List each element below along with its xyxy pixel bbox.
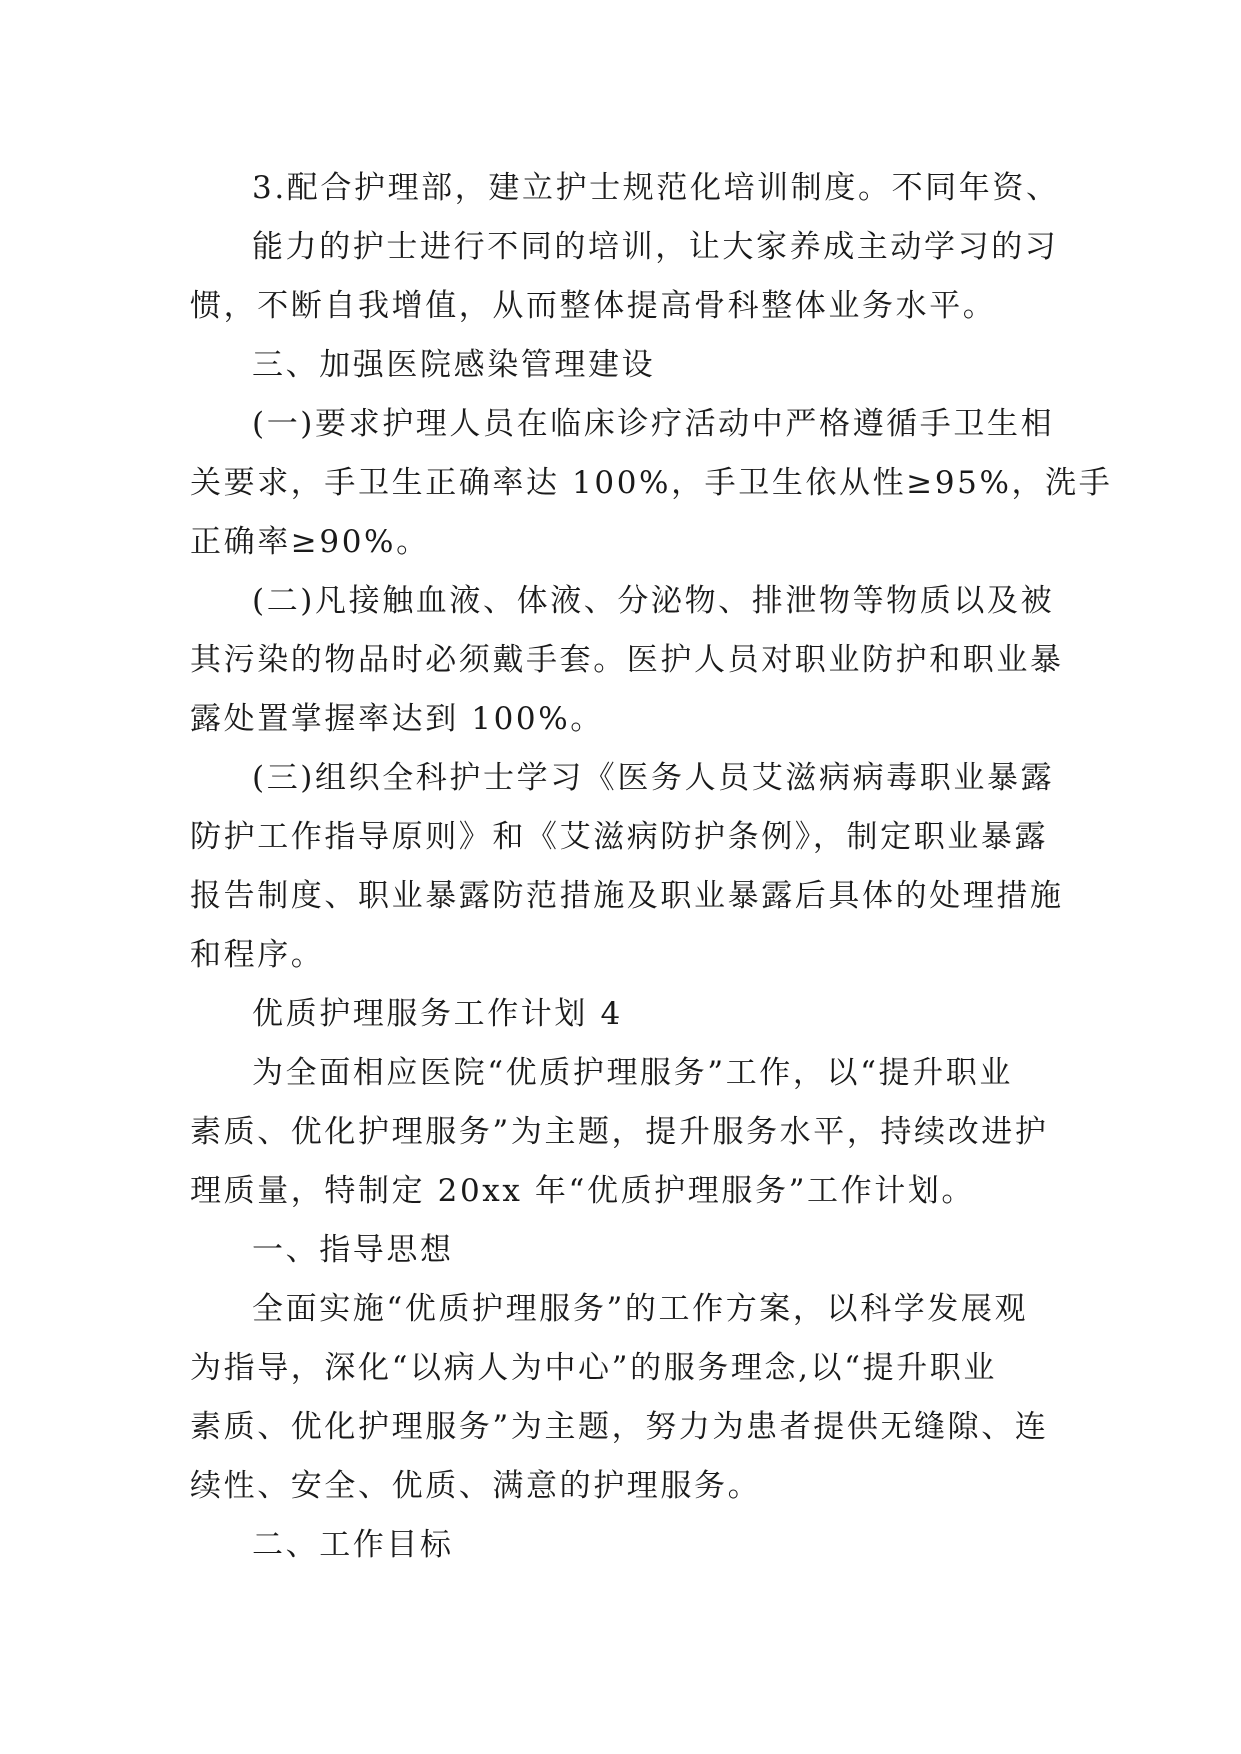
text-line: 为指导，深化“以病人为中心”的服务理念,以“提升职业 [190,1350,997,1386]
text-line: 全面实施“优质护理服务”的工作方案，以科学发展观 [252,1291,1029,1327]
text-line: 为全面相应医院“优质护理服务”工作，以“提升职业 [252,1055,1013,1091]
text-line: 能力的护士进行不同的培训，让大家养成主动学习的习 [252,229,1059,265]
text-line: 防护工作指导原则》和《艾滋病防护条例》，制定职业暴露 [190,819,1049,855]
section-heading: 一、指导思想 [252,1232,454,1268]
text-line: 理质量，特制定 20xx 年“优质护理服务”工作计划。 [190,1173,976,1209]
text-line: 素质、优化护理服务”为主题，努力为患者提供无缝隙、连 [190,1409,1049,1445]
text-line: 报告制度、职业暴露防范措施及职业暴露后具体的处理措施 [190,878,1064,914]
text-line: 惯，不断自我增值，从而整体提高骨科整体业务水平。 [190,288,997,324]
text-line: 正确率≥90%。 [190,524,430,560]
text-line: 其污染的物品时必须戴手套。医护人员对职业防护和职业暴 [190,642,1064,678]
section-heading: 三、加强医院感染管理建设 [252,347,656,383]
text-line: (一)要求护理人员在临床诊疗活动中严格遵循手卫生相 [252,406,1055,442]
section-heading: 二、工作目标 [252,1527,454,1563]
document-body [190,159,1113,1575]
document-title: 优质护理服务工作计划 4 [252,996,623,1032]
text-line: 关要求，手卫生正确率达 100%，手卫生依从性≥95%，洗手 [190,465,1113,501]
text-line: 续性、安全、优质、满意的护理服务。 [190,1468,762,1504]
text-line: 露处置掌握率达到 100%。 [190,701,604,737]
text-line: 素质、优化护理服务”为主题，提升服务水平，持续改进护 [190,1114,1049,1150]
text-line: (三)组织全科护士学习《医务人员艾滋病病毒职业暴露 [252,760,1055,796]
text-line: (二)凡接触血液、体液、分泌物、排泄物等物质以及被 [252,583,1055,619]
text-line: 3.配合护理部，建立护士规范化培训制度。不同年资、 [252,170,1060,206]
text-line: 和程序。 [190,937,325,973]
